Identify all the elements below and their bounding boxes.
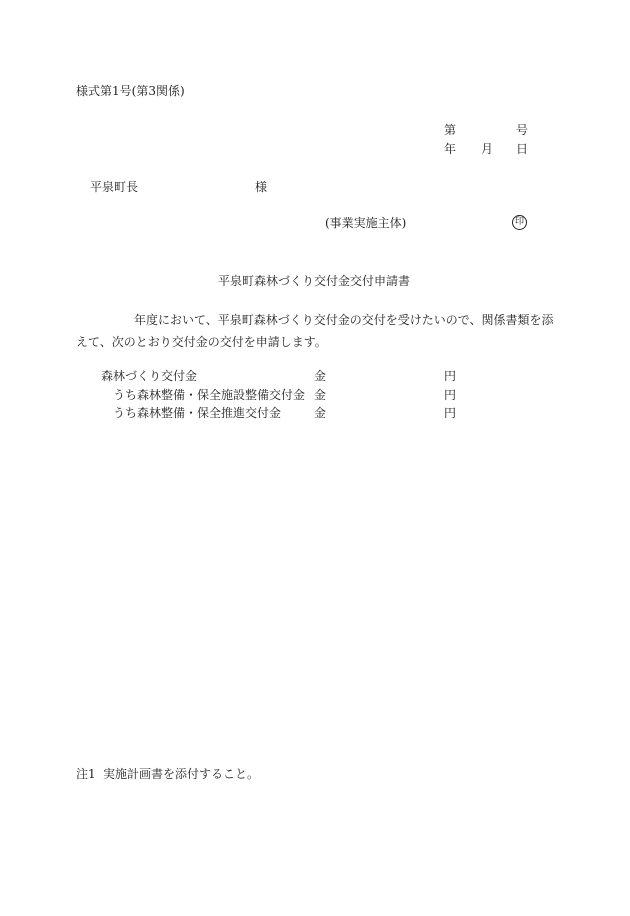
item-en: 円 [444,369,457,383]
addressee-name: 平泉町長 [90,180,139,194]
document-title: 平泉町森林づくり交付金交付申請書 [218,274,411,288]
applicant-label: (事業実施主体) [325,216,407,230]
item-kin: 金 [314,406,327,420]
item-en: 円 [444,388,457,402]
date-month: 月 [481,142,494,156]
note-text: 実施計画書を添付すること。 [103,767,260,781]
addressee-honorific: 様 [255,180,268,194]
form-number: 様式第1号(第3関係) [76,84,185,98]
note-label: 注1 [76,767,96,781]
item-kin: 金 [314,369,327,383]
item-label: 森林づくり交付金 [101,369,198,383]
body-line-1: 年度において、平泉町森林づくり交付金の交付を受けたいので、関係書類を添 [134,313,554,327]
doc-number-go: 号 [516,123,529,137]
item-kin: 金 [314,388,327,402]
item-label: うち森林整備・保全推進交付金 [113,406,282,420]
doc-number-dai: 第 [444,123,457,137]
date-day: 日 [516,142,529,156]
body-line-2: えて、次のとおり交付金の交付を申請します。 [76,335,327,349]
body-paragraph [76,309,570,353]
seal-mark: 印 [512,215,527,230]
item-en: 円 [444,406,457,420]
date-year: 年 [444,142,457,156]
item-label: うち森林整備・保全施設整備交付金 [113,388,306,402]
